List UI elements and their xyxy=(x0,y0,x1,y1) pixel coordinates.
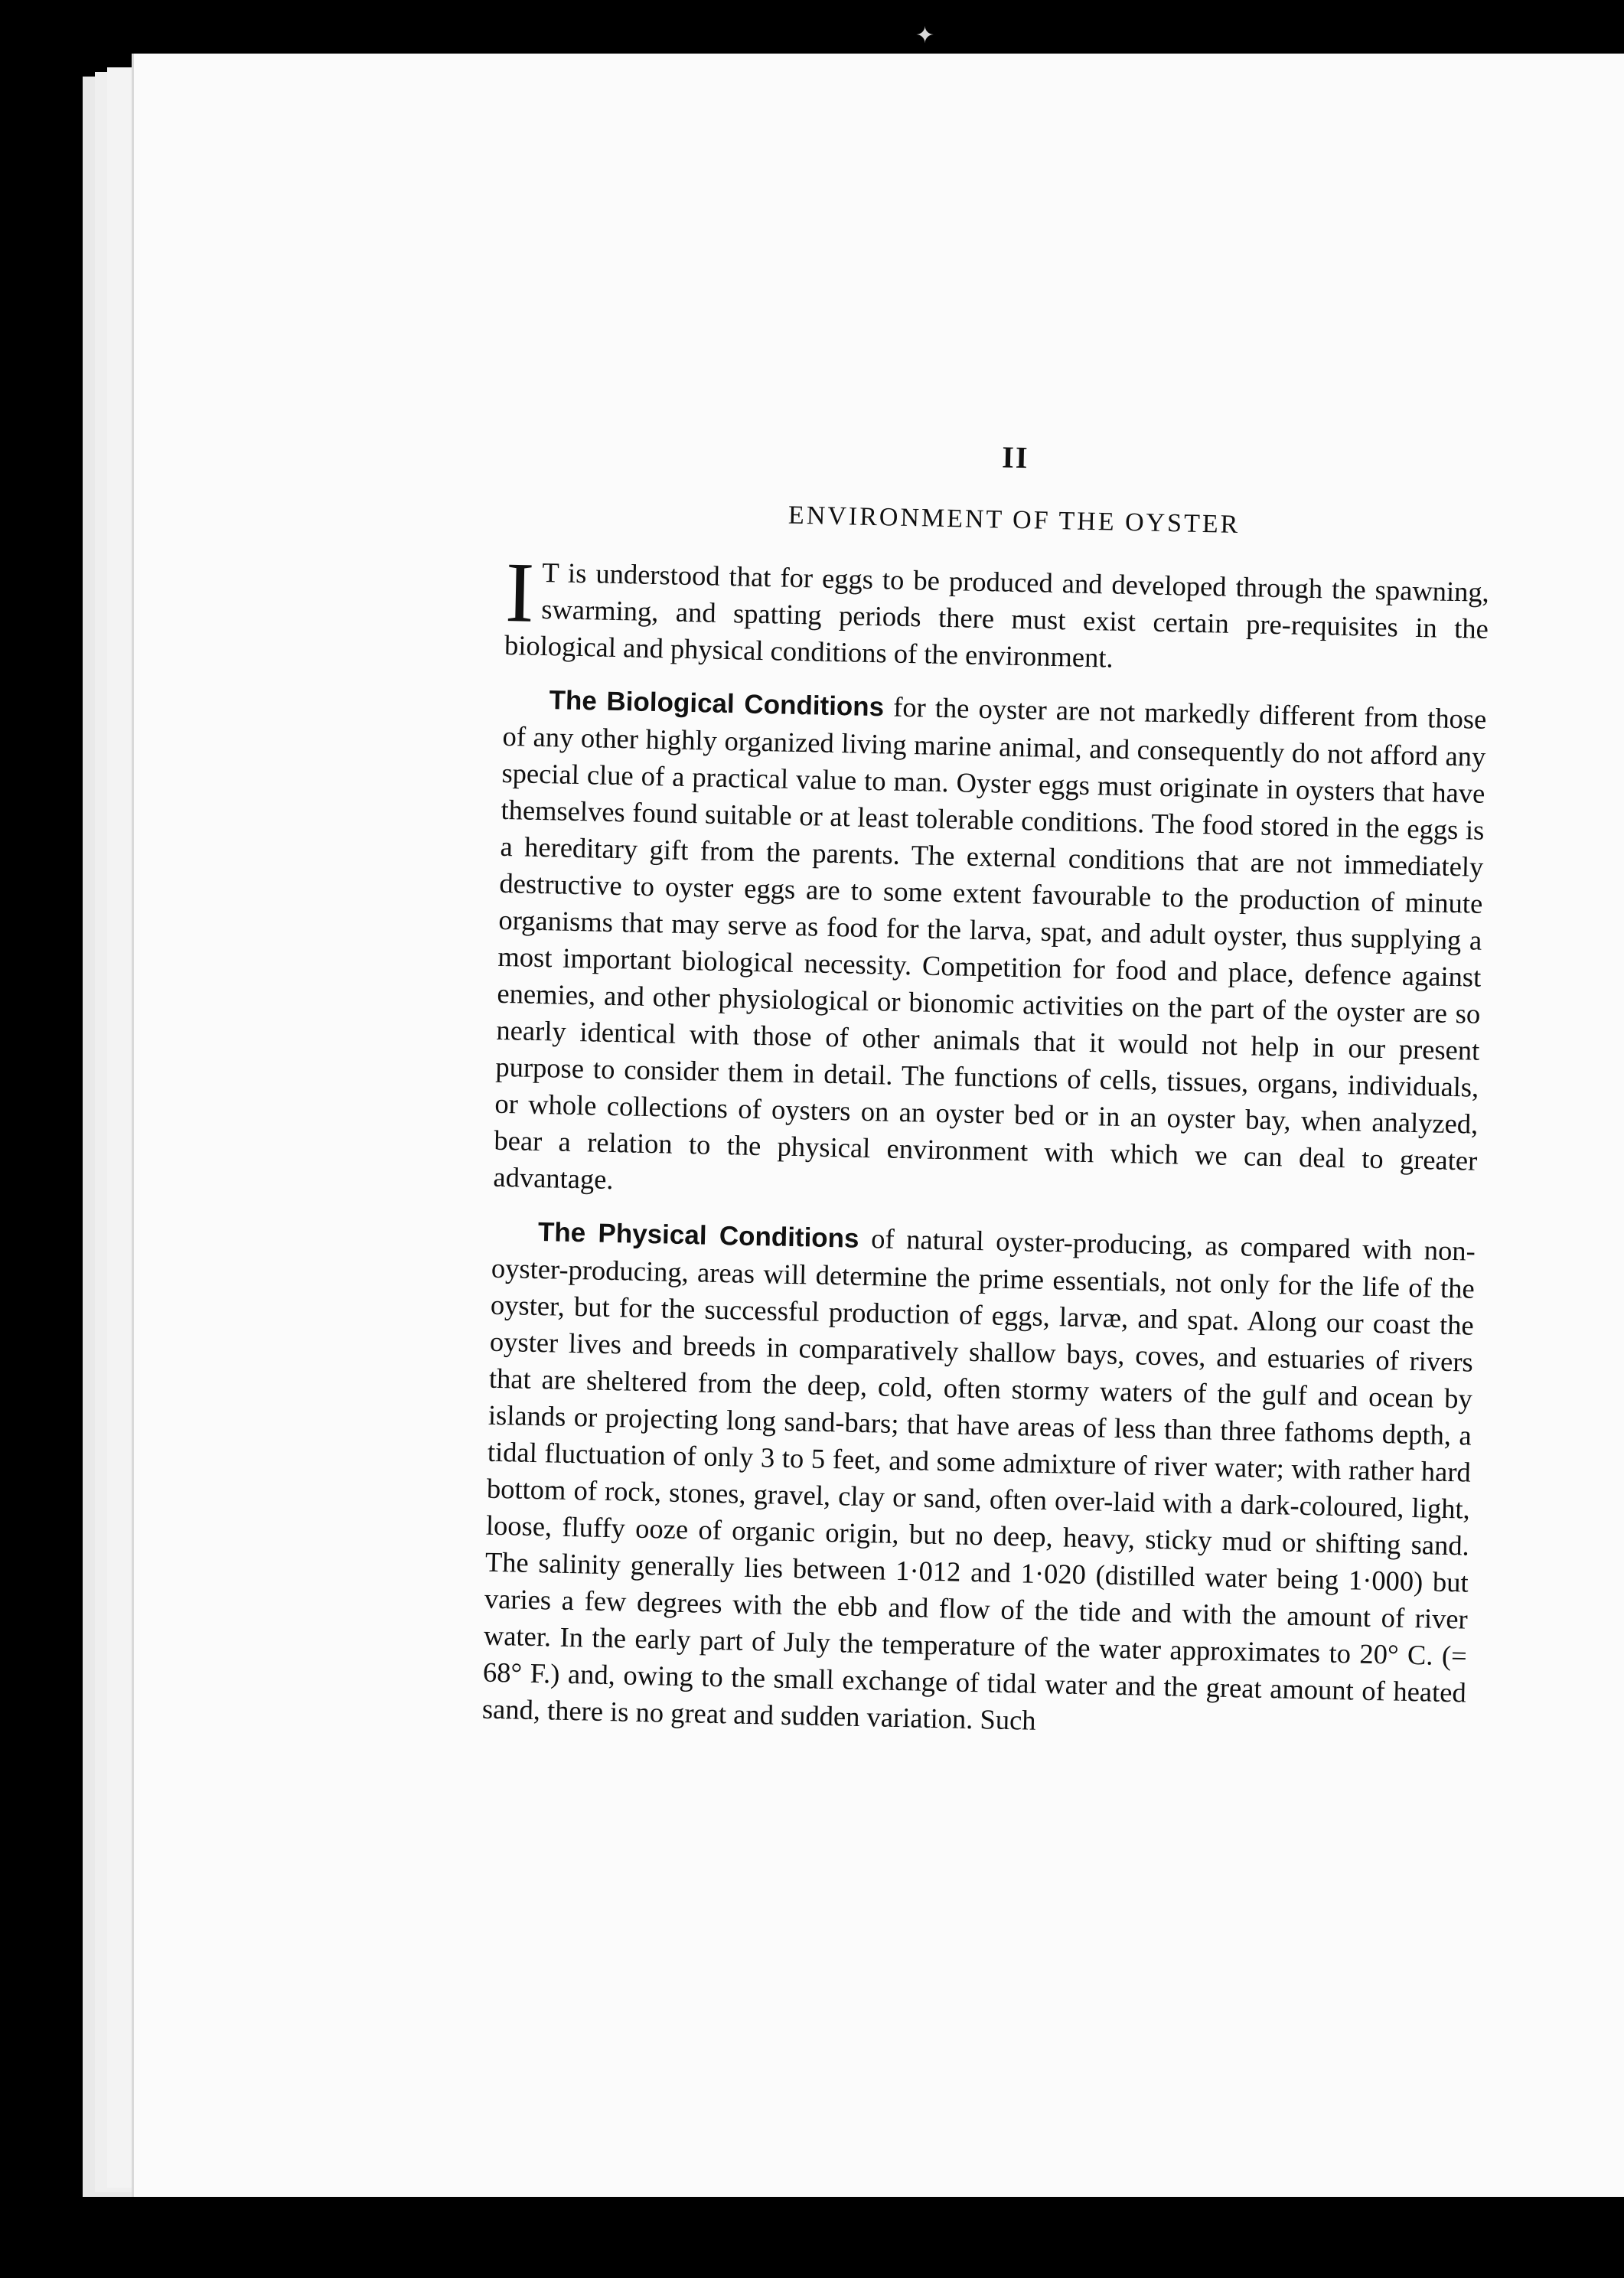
drop-cap: I xyxy=(504,544,536,641)
intro-paragraph-text: T is understood that for eggs to be produced and developed through the spawning, swarming, and spatting periods there must exist certain pre-requisites in the biological and physical conditions of the environment. xyxy=(504,556,1490,674)
physical-conditions-heading: The Physical Conditions xyxy=(537,1217,859,1254)
biological-conditions-paragraph xyxy=(493,680,1487,1216)
biological-conditions-heading: The Biological Conditions xyxy=(549,685,885,723)
chapter-number: II xyxy=(1001,439,1029,475)
scan-artifact-mark: ✦ xyxy=(915,23,935,48)
biological-conditions-text: for the oyster are not markedly different from those of any other highly organized living marine animal, and consequently do not afford any special clue of a practical value to man. Oyster eggs must originate in oysters that have themselves found suitable or at least tolerable conditions. The food stored in the eggs is a hereditary gift from the parents. The external conditions that are not immediately destructive to oyster eggs are to some extent favourable to the production of minute organisms that may serve as food for the larva, spat, and adult oyster, thus supplying a most important biological necessity. Competition for food and place, defence against enemies, and other physiological or bionomic activities on the part of the oyster are so nearly identical with those of other animals that it would not help in our present purpose to consider them in detail. The functions of cells, tissues, organs, individuals, or whole collections of oysters on an oyster bed or in an oyster bay, when analyzed, bear a relation to the physical environment with which we can deal to greater advantage. xyxy=(493,690,1487,1196)
chapter-title: ENVIRONMENT OF THE OYSTER xyxy=(788,501,1241,540)
page-text-block xyxy=(481,429,1492,1765)
intro-paragraph xyxy=(504,544,1490,684)
physical-conditions-paragraph xyxy=(481,1212,1476,1748)
physical-conditions-text: of natural oyster-producing, as compared with non-oyster-producing, areas will determine the prime essentials, not only for the life of the oyster, but for the successful production of eggs, larvæ, and spat. Along our coast the oyster lives and breeds in comparatively shallow bays, coves, and estuaries of rivers that are sheltered from the deep, cold, often stormy waters of the gulf and ocean by islands or projecting long sand-bars; that have areas of less than three fathoms depth, a tidal fluctuation of only 3 to 5 feet, and some admixture of river water; with rather hard bottom of rock, stones, gravel, clay or sand, often over-laid with a dark-coloured, light, loose, fluffy ooze of organic origin, but no deep, heavy, sticky mud or shifting sand. The salinity generally lies between 1·012 and 1·020 (distilled water being 1·000) but varies a few degrees with the ebb and flow of the tide and with the amount of river water. In the early part of July the temperature of the water approximates to 20° C. (= 68° F.) and, owing to the small exchange of tidal water and the great amount of heated sand, there is no great and sudden variation. Such xyxy=(481,1222,1476,1736)
